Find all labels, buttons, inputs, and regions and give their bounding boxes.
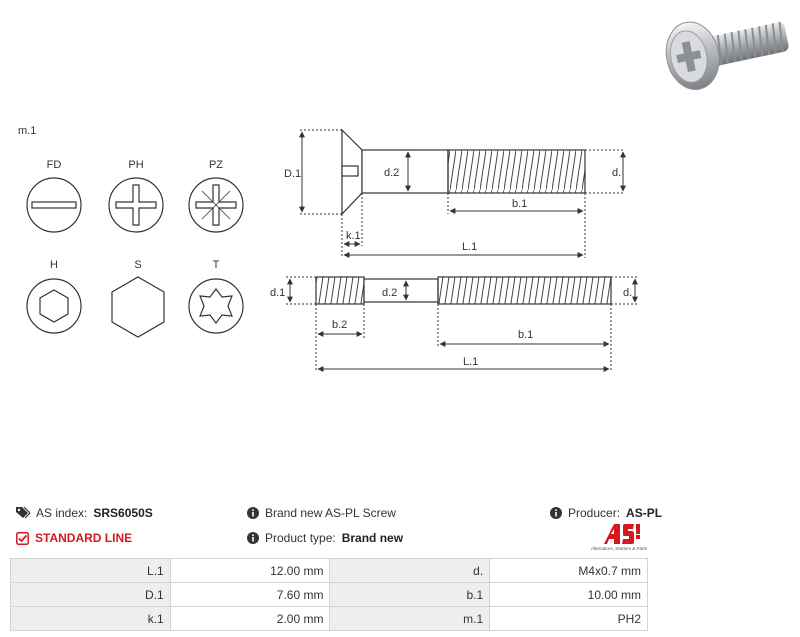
dim-label-b1-bottom: b.1 [518,329,534,341]
spec-value: 12.00 mm [170,559,330,583]
dim-label-d2-top: d.2 [384,167,400,179]
table-row [11,559,648,583]
dim-label-k1: k.1 [346,230,361,242]
spec-value: 2.00 mm [170,607,330,631]
info-icon [247,532,259,544]
spec-value: 7.60 mm [170,583,330,607]
spec-value: M4x0.7 mm [490,559,648,583]
spec-key: m.1 [330,607,490,631]
head-type-label: m.1 [18,125,37,137]
product-type [247,531,403,545]
spec-value: 10.00 mm [490,583,648,607]
as-index-label: AS index: [36,506,88,520]
tags-icon [16,507,30,519]
dim-label-d2-bottom: d.2 [382,287,398,299]
hex-socket-drive-icon [27,279,81,333]
dim-label-L1-top: L.1 [462,241,478,253]
screw-product-photo [655,4,800,104]
checkbox-checked-icon [16,532,29,545]
table-row [11,607,648,631]
head-type-code-pz: PZ [208,159,224,171]
info-icon [550,507,562,519]
hex-head-icon [112,277,164,337]
standard-line [16,531,132,545]
phillips-drive-icon [109,178,163,232]
info-icon [247,507,259,519]
slotted-drive-icon [27,178,81,232]
spec-key: b.1 [330,583,490,607]
torx-drive-icon [189,279,243,333]
dim-label-b1-top: b.1 [512,198,528,210]
head-type-code-h: H [50,259,58,271]
logo-tagline: Alternators, Starters & Parts [590,546,648,551]
screw-dimension-diagram [0,110,800,400]
spec-value: PH2 [490,607,648,631]
dim-label-b2: b.2 [332,319,348,331]
head-type-code-ph: PH [128,159,144,171]
dim-label-d-bottom: d. [623,287,633,299]
producer-label: Producer: [568,506,621,520]
head-type-code-s: S [134,259,142,271]
pozidriv-drive-icon [189,178,243,232]
table-row [11,583,648,607]
spec-key: k.1 [11,607,171,631]
specs-table [10,558,648,631]
brand-new-text: Brand new AS-PL Screw [265,506,396,520]
standard-line-label: STANDARD LINE [35,531,133,545]
as-pl-logo [586,522,652,552]
producer-value: AS-PL [626,506,663,520]
producer [550,506,662,520]
dim-label-d1: d.1 [270,287,286,299]
head-type-code-t: T [212,259,220,271]
dim-label-D1: D.1 [284,168,302,180]
spec-key: L.1 [11,559,171,583]
product-type-label: Product type: [265,531,336,545]
product-type-value: Brand new [341,531,404,545]
dim-label-L1-bottom: L.1 [463,356,479,368]
spec-key: d. [330,559,490,583]
spec-key: D.1 [11,583,171,607]
as-index [16,506,153,520]
brand-new-info [247,506,396,520]
as-index-value: SRS6050S [93,506,153,520]
countersunk-screw-drawing [342,130,585,214]
threaded-stud-drawing [316,277,611,304]
head-type-code-fd: FD [46,159,62,171]
dim-label-d-top: d. [612,167,622,179]
